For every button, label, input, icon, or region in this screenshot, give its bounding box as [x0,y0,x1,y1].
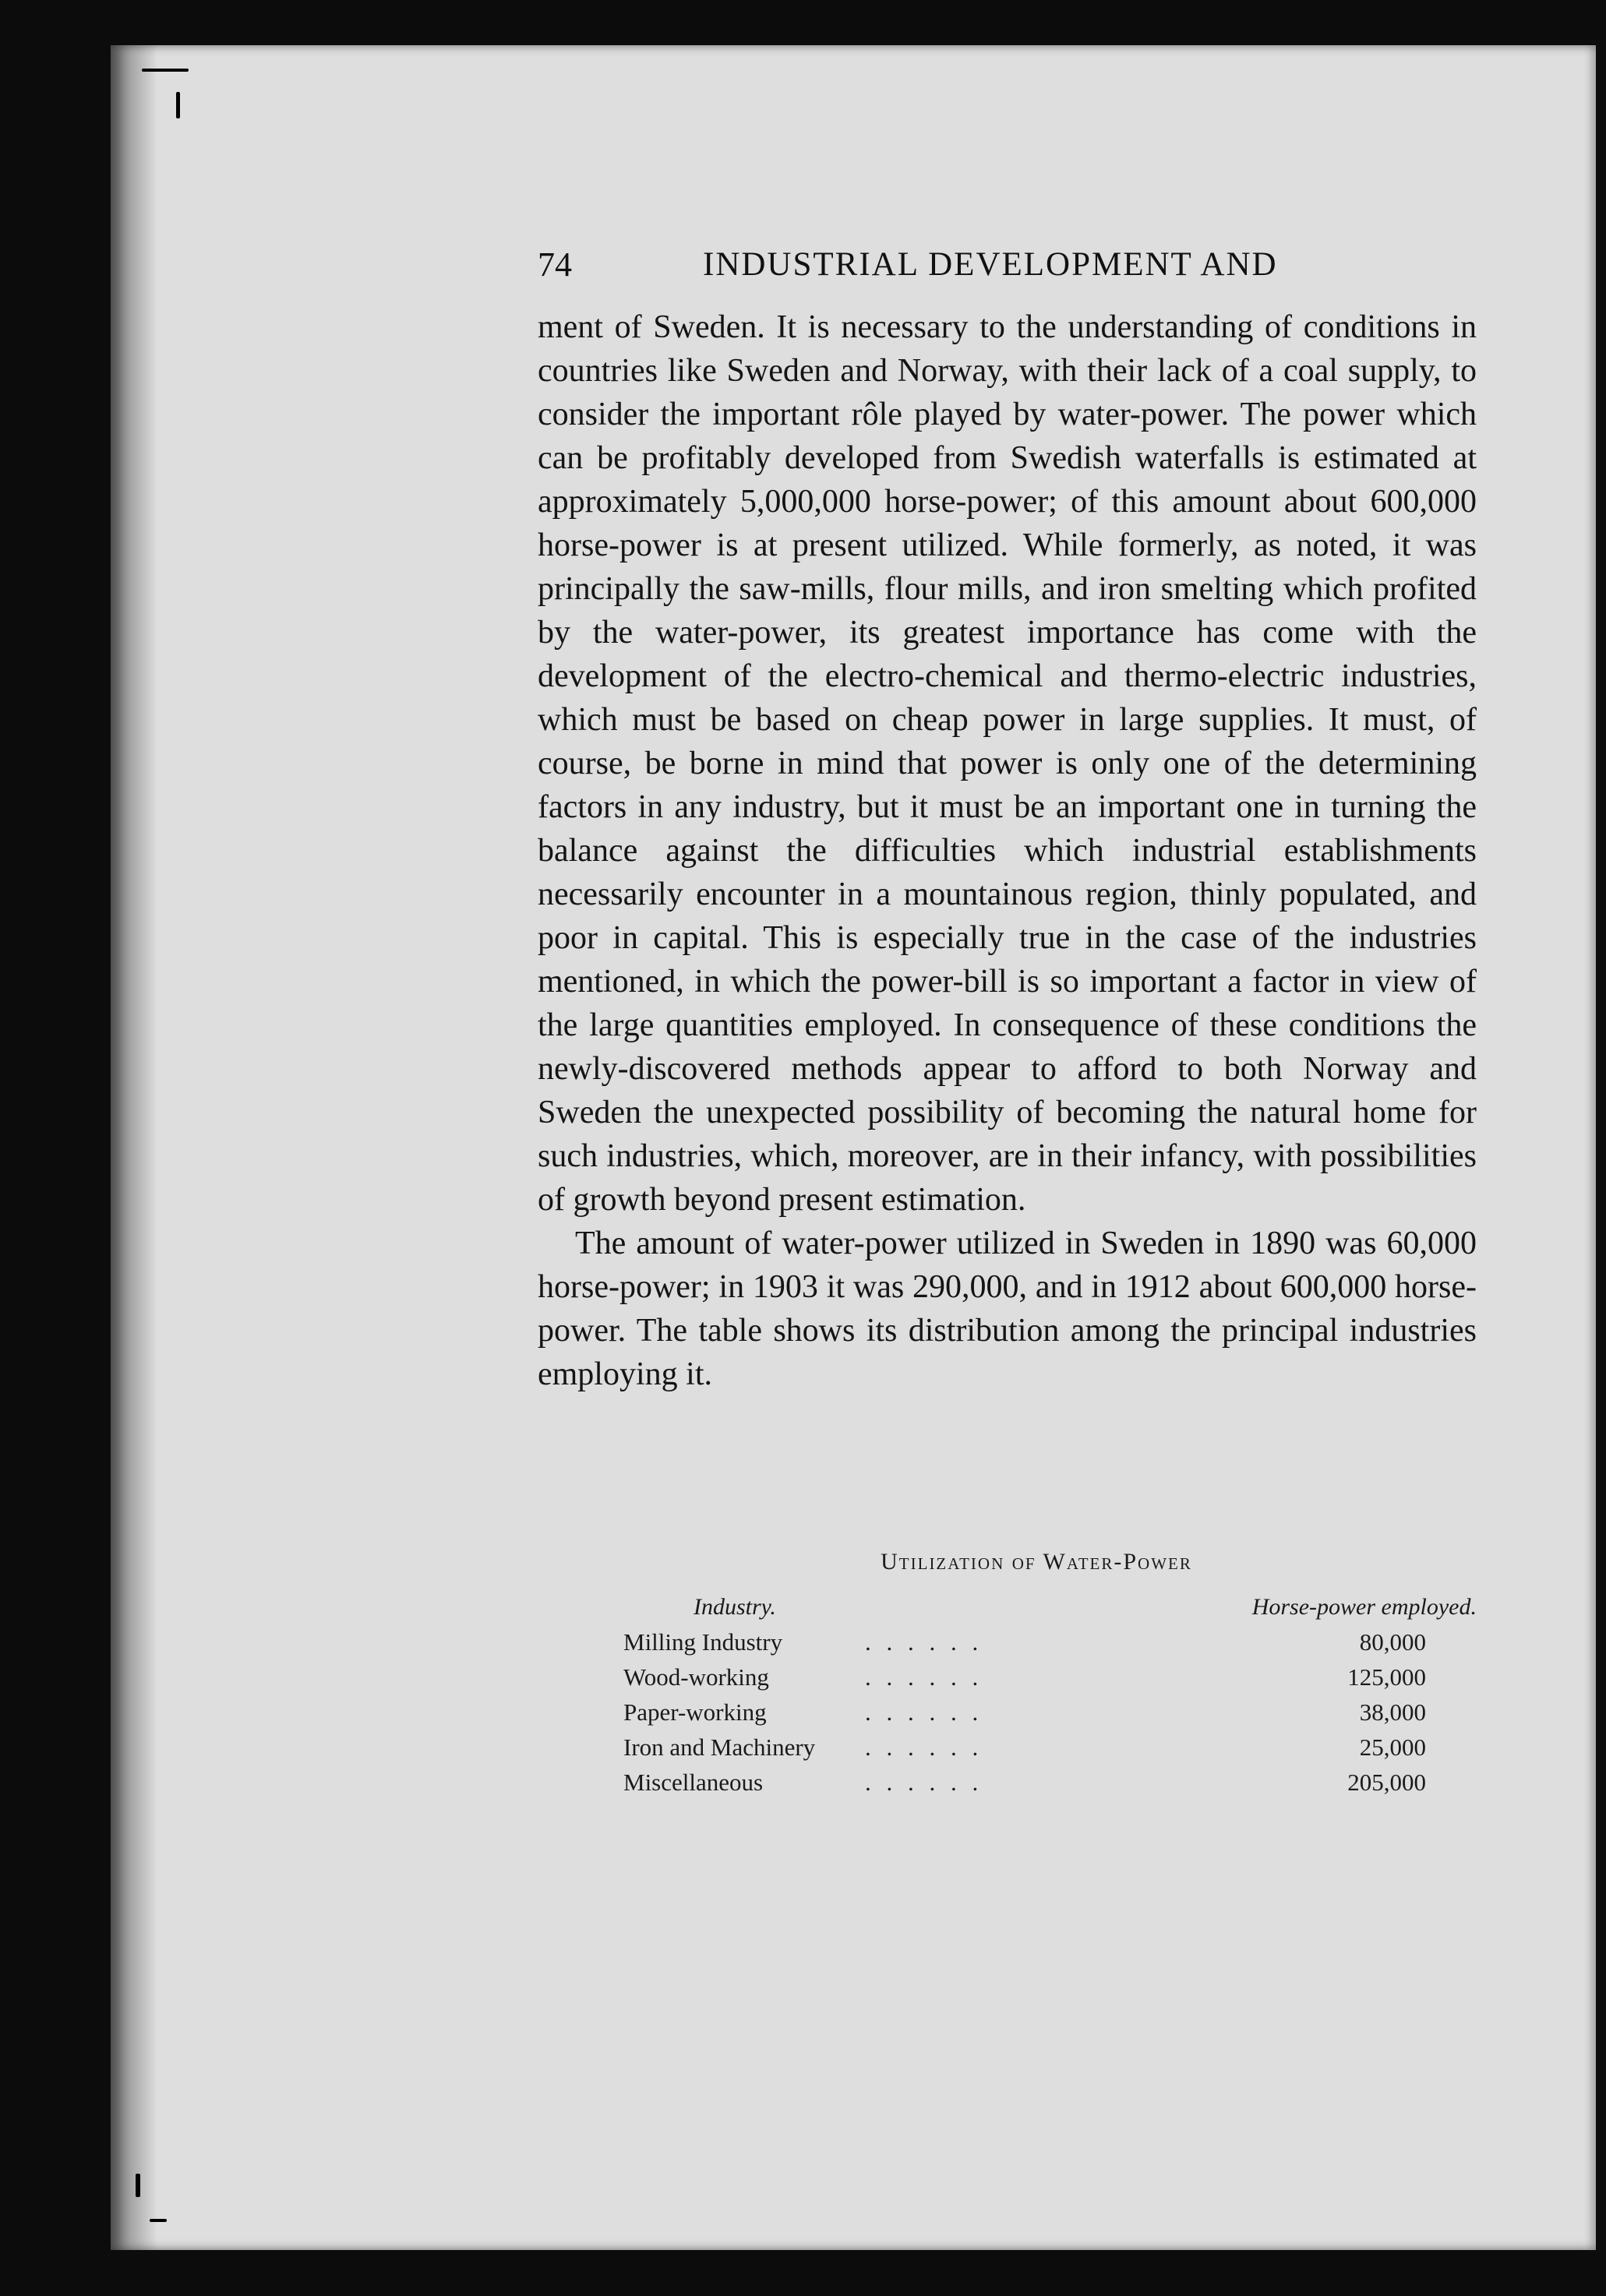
horse-power-value: 38,000 [1359,1698,1426,1726]
scan-speck [150,2219,167,2222]
column-header-horse-power: Horse-power employed. [1251,1594,1477,1620]
column-header-industry: Industry. [694,1594,776,1620]
industry-name: Iron and Machinery [623,1733,816,1761]
horse-power-value: 125,000 [1347,1663,1426,1691]
gutter-shadow [111,45,157,2250]
industry-name: Paper-working [623,1698,767,1726]
horse-power-value: 205,000 [1347,1769,1426,1796]
horse-power-value: 80,000 [1359,1628,1426,1656]
table-row [616,1765,1473,1800]
scan-speck [142,69,189,72]
paragraph: ment of Sweden. It is necessary to the understanding of conditions in countries like Sweden and Norway, with their lack of a coal supply, to consider the important rôle played by water-power. The power which can be profitably developed from Swedish waterfalls is estimated at approximately 5,000,000 horse-power; of this amount about 600,000 horse-power is at present utilized. While formerly, as noted, it was principally the saw-mills, flour mills, and iron smelting which profited by the water-power, its greatest importance has come with the development of the electro-chemical and thermo-electric industries, which must be based on cheap power in large supplies. It must, of course, be borne in mind that power is only one of the determining factors in any industry, but it must be an important one in turning the balance against the difficulties which industrial establishments necessarily encounter in a mountainous region, thinly populated, and poor in capital. This is especially true in the case of the industries mentioned, in which the power-bill is so important a factor in view of the large quantities employed. In consequence of these conditions the newly-discovered methods appear to afford to both Norway and Sweden the unexpected possibility of becoming the natural home for such industries, which, moreover, are in their infancy, with possibilities of growth beyond present estimation. [538,309,1477,1218]
dot-leader: . . . . . . [865,1698,983,1726]
running-title: INDUSTRIAL DEVELOPMENT AND [703,246,1278,283]
paragraph: The amount of water-power utilized in Sweden in 1890 was 60,000 horse-power; in 1903 it was 290,000, and in 1912 about 600,000 horse-power. The table shows its distribution among the principal industries employing it. [538,1226,1477,1392]
table-title: Utilization of Water-Power [881,1549,1192,1575]
scan-speck [176,92,180,118]
page-number: 74 [538,245,572,284]
dot-leader: . . . . . . [865,1663,983,1691]
industry-name: Wood-working [623,1663,769,1691]
water-power-table [616,1547,1477,1800]
horse-power-value: 25,000 [1359,1733,1426,1761]
table-row [616,1695,1473,1730]
body-text [538,305,1477,1396]
scan-speck [136,2174,140,2197]
dot-leader: . . . . . . [865,1769,983,1796]
table-row [616,1659,1473,1695]
industry-name: Milling Industry [623,1628,783,1656]
table-row [616,1730,1473,1765]
running-head [538,243,1329,287]
table-header [616,1590,1477,1624]
dot-leader: . . . . . . [865,1628,983,1656]
table-row [616,1624,1473,1659]
dot-leader: . . . . . . [865,1733,983,1761]
industry-name: Miscellaneous [623,1769,764,1796]
